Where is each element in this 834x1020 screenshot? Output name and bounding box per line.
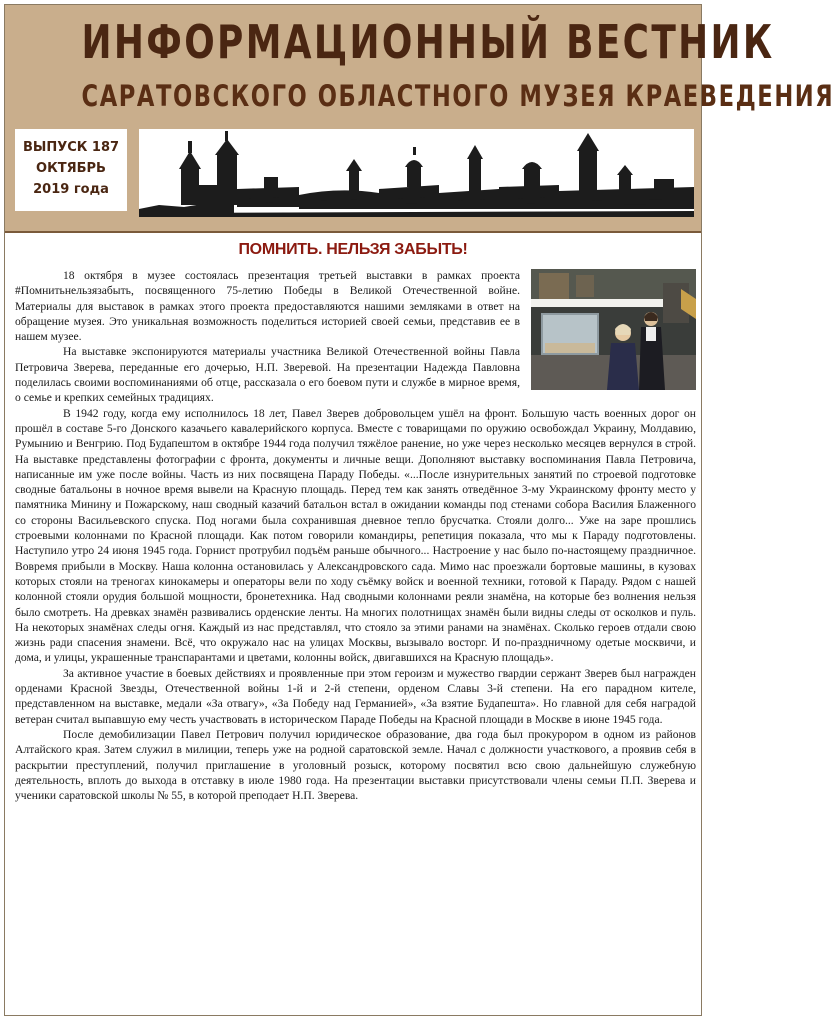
masthead [5,5,834,233]
article-paragraph: На выставке экспонируются материалы участника Великой Отечественной войны Павла Петровича Зверева, переданные его дочерью, Н.П. Зверевой. На презентации Надежда Павловна поделилась своими воспоминаниями об отце, рассказала о его боевом пути и службе в мирное время, о семье и крепких семейных традициях. [15,345,520,405]
issue-number: ВЫПУСК 187 [22,140,120,155]
masthead-title: ИНФОРМАЦИОННЫЙ ВЕСТНИК [81,15,775,69]
issue-month: ОКТЯБРЬ [36,161,106,176]
city-skyline-engraving-icon [139,129,694,217]
newsletter-page [4,4,834,1016]
skyline-drawing [139,129,694,217]
article-paragraph: За активное участие в боевых действиях и проявленные при этом героизм и мужество гвардии сержант Зверев был награжден орденами Красной Звезды, Отечественной войны 1-й и 2-й степени, орденом Славы 3-й степени. На его парадном кителе, представленном на выставке, медали «За отвагу», «За Победу над Германией», «За взятие Будапешта». Но главной для себя наградой ветеран считал выпавшую ему честь участвовать в историческом Параде Победы на Красной площади в Москве в июне 1945 года. [15,666,696,726]
issue-info-box [15,129,127,211]
article-paragraph: После демобилизации Павел Петрович получил юридическое образование, два года был прокурором в одном из районов Алтайского края. Затем служил в милиции, теперь уже на родной саратовской земле. Начал с должности участкового, а проявив себя в раскрытии преступлений, получил приглашение в уголовный розыск, которому посвятил всю свою дальнейшую служебную деятельность, вплоть до выхода в отставку в июле 1980 года. На презентации выставки присутствовали члены семьи П.П. Зверева и ученики саратовской школы № 55, в которой преподает Н.П. Зверева. [15,727,696,803]
article-paragraph: 18 октября в музее состоялась презентация третьей выставки в рамках проекта #Помнитьнельзязабыть, посвященного 75-летию Победы в Великой Отечественной войне. Материалы для выставок в рамках этого проекта предоставляются нашими земляками в ответ на обращение музея. Это уникальная возможность поделиться историей своей семьи, представив ее в нашем музее. [15,269,520,344]
article-intro [15,268,520,344]
article-body [15,268,696,803]
article-headline: ПОМНИТЬ. НЕЛЬЗЯ ЗАБЫТЬ! [238,241,468,258]
issue-year: 2019 года [33,182,109,197]
article-paragraph: В 1942 году, когда ему исполнилось 18 лет, Павел Зверев добровольцем ушёл на фронт. Большую часть военных дорог он прошёл в составе 5-го Донского казачьего кавалерийского корпуса. Вместе с товарищами по оружию освобождал Украину, Молдавию, Румынию и Венгрию. Под Будапештом в октябре 1944 года получил тяжёлое ранение, но уже через несколько месяцев вернулся в строй. На выставке представлены фотографии с фронта, документы и личные вещи. Дополняют выставку воспоминания Павла Петровича, написанные им уже после войны. Часть из них посвящена Параду Победы. «...После изнурительных занятий по строевой подготовке сводные батальоны в ночное время вывели на Красную площадь. Перед тем как занять отведённое 3-му Украинскому фронту место у памятника Минину и Пожарскому, наш сводный казачий батальон встал в ожидании команды под стенами собора Василия Блаженного со стороны Васильевского спуска. Под ногами была сохранившая дневное тепло брусчатка. Стояли долго... Уже на заре прошлись строевыми колоннами по Красной площади. Как потом говорили командиры, репетиция показала, что мы к Параду подготовлены. Наступило утро 24 июня 1945 года. Горнист протрубил подъём раньше обычного... Настроение у нас было по-настоящему праздничное. Вовремя прибыли в Москву. Наша колонна остановилась у Александровского сада. Мимо нас проезжали бортовые машины, в кузовах которых стояли на треногах кинокамеры и операторы вели по ходу съёмку войск и военной техники, готовой к Параду. Рядом с нашей колонной стояли орудия большой мощности, бронетехника. Над сводными колоннами реяли знамёна, на которые без волнения нельзя было смотреть. На древках знамён развивались орденские ленты. На многих полотнищах знамён были видны следы от осколков и пуль. На некоторых знамёнах следы огня. Каждый из нас представлял, что стояло за этими ранами на знамёнах. Сколько героев отдали свою жизнь ради спасения знамени. Всё, что окружало нас на улицах Москвы, вызывало восторг. И по-праздничному одетые москвичи, и дома, и улицы, украшенные транспарантами и цветами, колонны войск, двигавшихся на Красную площадь». [15,406,696,665]
masthead-subtitle: САРАТОВСКОГО ОБЛАСТНОГО МУЗЕЯ КРАЕВЕДЕНИЯ [81,79,834,113]
